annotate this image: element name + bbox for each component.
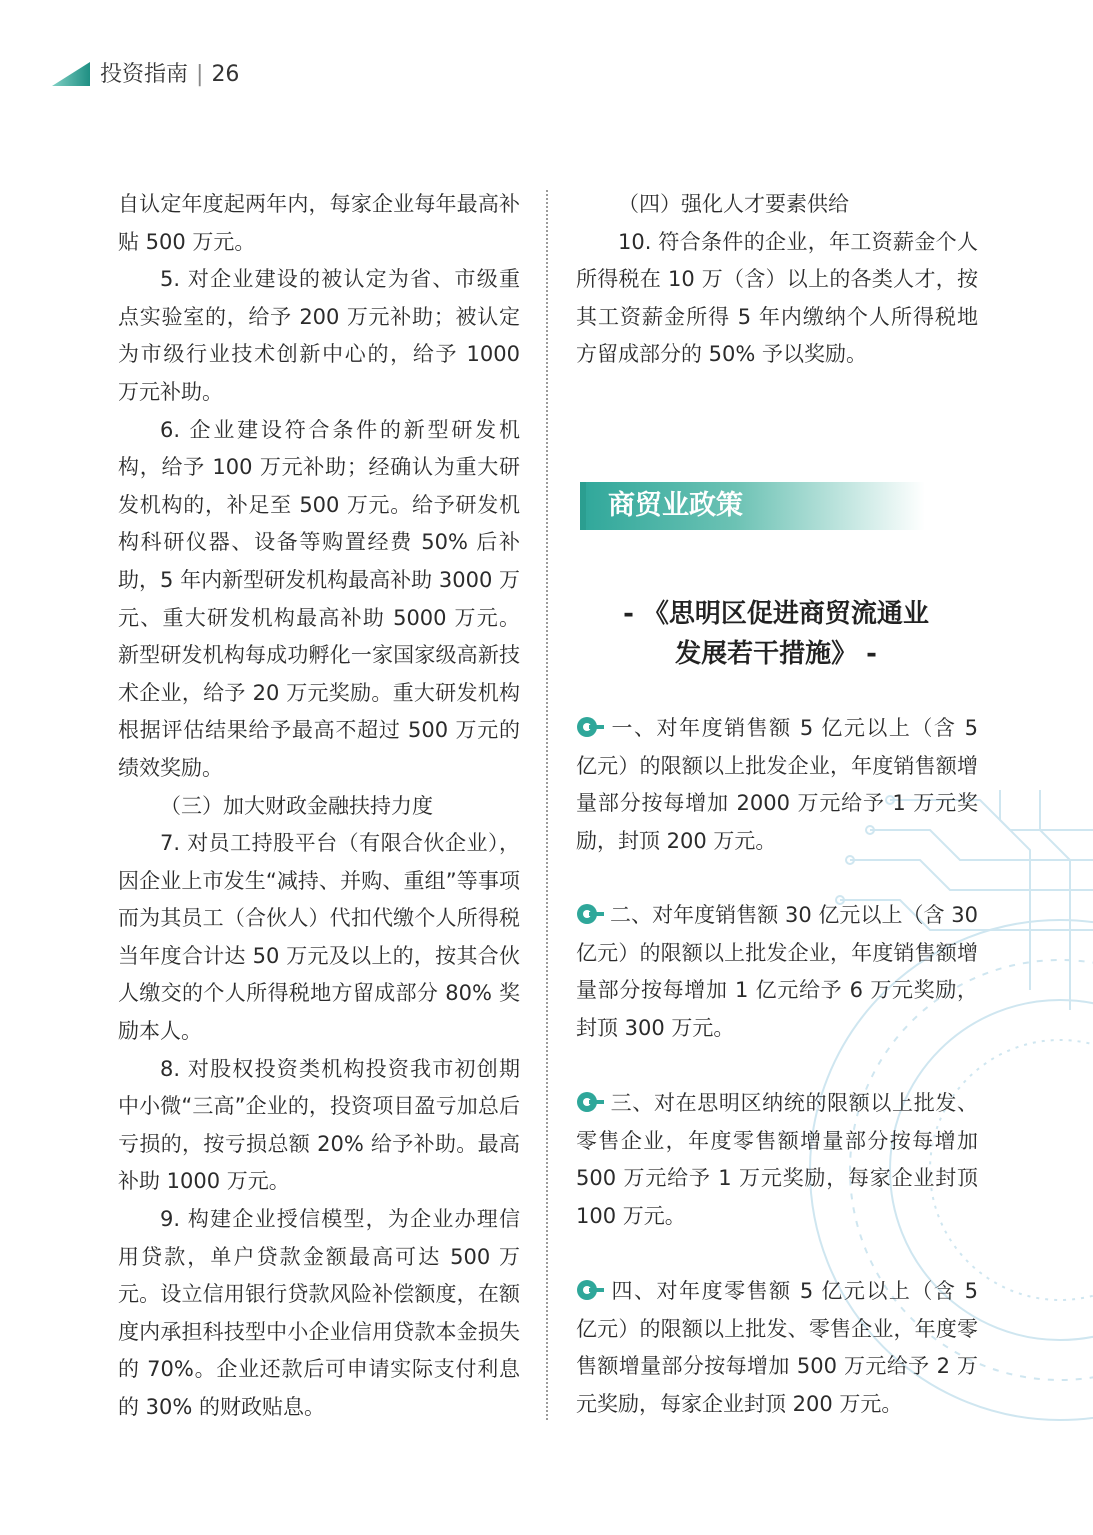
measure-item xyxy=(576,710,978,860)
page-number: 26 xyxy=(211,62,240,87)
arrow-circle-bullet-icon xyxy=(576,903,606,925)
section-banner-bar xyxy=(580,482,586,530)
left-subheading: （三）加大财政金融扶持力度 xyxy=(160,793,433,818)
measure-text: 三、对在思明区纳统的限额以上批发、零售企业，年度零售额增量部分按每增加 500 万元给予 1 万元奖励，每家企业封顶 100 万元。 xyxy=(576,1091,978,1228)
measure-item xyxy=(576,1273,978,1423)
section-banner xyxy=(580,482,925,530)
arrow-circle-bullet-icon xyxy=(576,1279,606,1301)
arrow-circle-bullet-icon xyxy=(576,1091,606,1113)
right-paragraph: 10. 符合条件的企业，年工资薪金个人所得税在 10 万（含）以上的各类人才，按其工资薪金所得 5 年内缴纳个人所得税地方留成部分的 50% 予以奖励。 xyxy=(576,229,978,367)
triangle-logo-icon xyxy=(52,62,90,86)
measure-text: 一、对年度销售额 5 亿元以上（含 5 亿元）的限额以上批发企业，年度销售额增量部分按每增加 2000 万元给予 1 万元奖励，封顶 200 万元。 xyxy=(576,716,978,853)
left-column xyxy=(118,186,520,1427)
measure-item xyxy=(576,897,978,1047)
policy-title xyxy=(600,594,952,674)
left-paragraph: 6. 企业建设符合条件的新型研发机构，给予 100 万元补助；经确认为重大研发机构的，补足至 500 万元。给予研发机构科研仪器、设备等购置经费 50% 后补助，5 年内新型研发机构最高补助 3000 万元、重大研发机构最高补助 5000 万元。新型研发机构每成功孵化一家国家级高新技术企业，给予 20 万元奖励。重大研发机构根据评估结果给予最高不超过 500 万元的绩效奖励。 xyxy=(118,417,520,780)
left-paragraph: 8. 对股权投资类机构投资我市初创期中小微“三高”企业的，投资项目盈亏加总后亏损的，按亏损总额 20% 给予补助。最高补助 1000 万元。 xyxy=(118,1056,520,1194)
left-paragraph: 5. 对企业建设的被认定为省、市级重点实验室的，给予 200 万元补助；被认定为市级行业技术创新中心的，给予 1000 万元补助。 xyxy=(118,267,520,404)
left-paragraph: 自认定年度起两年内，每家企业每年最高补贴 500 万元。 xyxy=(118,192,520,254)
policy-title-line: - 《思明区促进商贸流通业 xyxy=(623,599,929,629)
arrow-circle-bullet-icon xyxy=(576,716,606,738)
policy-title-line: 发展若干措施》 - xyxy=(675,639,877,669)
measure-item xyxy=(576,1085,978,1235)
right-subheading: （四）强化人才要素供给 xyxy=(618,192,849,216)
right-column-top xyxy=(576,186,978,374)
left-paragraph: 9. 构建企业授信模型，为企业办理信用贷款，单户贷款金额最高可达 500 万元。设立信用银行贷款风险补偿额度，在额度内承担科技型中小企业信用贷款本金损失的 70%。企业还款后可申请实际支付利息的 30% 的财政贴息。 xyxy=(118,1207,520,1419)
section-title: 商贸业政策 xyxy=(608,490,743,521)
header-section: 投资指南 xyxy=(100,62,189,87)
header-separator: | xyxy=(196,62,204,87)
column-divider xyxy=(546,190,548,1420)
left-paragraph: 7. 对员工持股平台（有限合伙企业），因企业上市发生“减持、并购、重组”等事项而为其员工（合伙人）代扣代缴个人所得税当年度合计达 50 万元及以上的，按其合伙人缴交的个人所得税地方留成部分 80% 奖励本人。 xyxy=(118,831,520,1044)
measure-text: 二、对年度销售额 30 亿元以上（含 30 亿元）的限额以上批发企业，年度销售额增量部分按每增加 1 亿元给予 6 万元奖励，封顶 300 万元。 xyxy=(576,903,978,1040)
header-title xyxy=(100,58,239,92)
measure-text: 四、对年度零售额 5 亿元以上（含 5 亿元）的限额以上批发、零售企业，年度零售额增量部分按每增加 500 万元给予 2 万元奖励，每家企业封顶 200 万元。 xyxy=(576,1279,978,1416)
